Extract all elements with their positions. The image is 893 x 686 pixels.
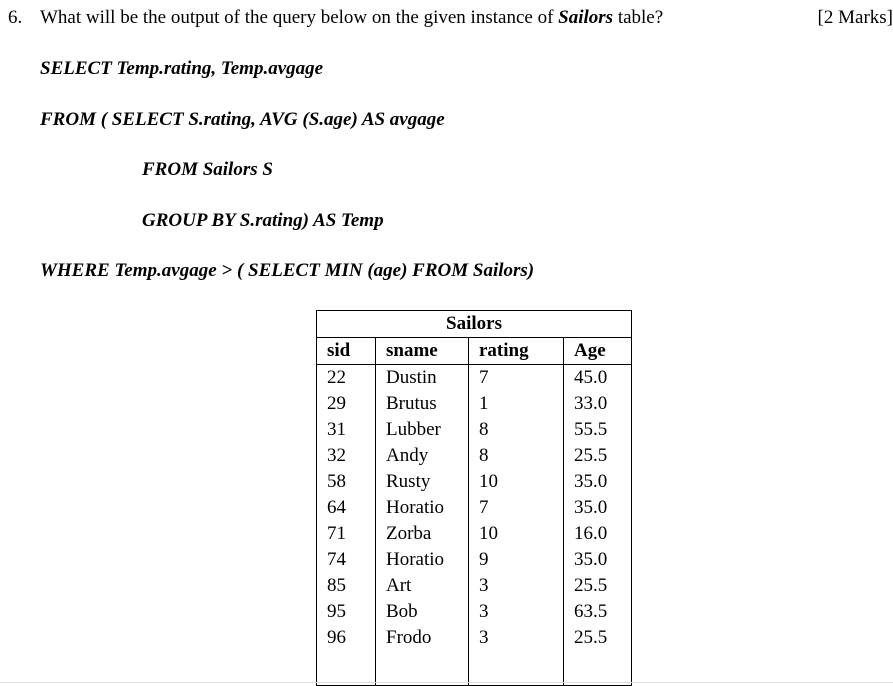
cell-rating: 10 (469, 469, 564, 495)
table-row (317, 443, 632, 469)
cell-sid: 22 (317, 365, 376, 392)
cell-sid: 71 (317, 521, 376, 547)
query-line-where: WHERE Temp.avgage > ( SELECT MIN (age) FROM Sailors) (40, 260, 535, 281)
header-sid: sid (317, 338, 376, 365)
query-line-inner-from: FROM Sailors S (142, 159, 273, 180)
cell-empty (469, 651, 564, 686)
cell-sname: Horatio (376, 495, 469, 521)
question-table-name: Sailors (558, 7, 614, 28)
cell-sid: 74 (317, 547, 376, 573)
page-divider (0, 682, 893, 683)
cell-sid: 29 (317, 391, 376, 417)
table-row (317, 599, 632, 625)
cell-rating: 7 (469, 495, 564, 521)
cell-sid: 32 (317, 443, 376, 469)
query-line-group-by: GROUP BY S.rating) AS Temp (142, 210, 384, 231)
table-body (317, 365, 632, 686)
cell-sname: Bob (376, 599, 469, 625)
cell-sname: Frodo (376, 625, 469, 651)
cell-age: 45.0 (564, 365, 632, 392)
cell-age: 35.0 (564, 495, 632, 521)
cell-sid: 96 (317, 625, 376, 651)
cell-age: 33.0 (564, 391, 632, 417)
header-sname: sname (376, 338, 469, 365)
cell-age: 25.5 (564, 573, 632, 599)
cell-sname: Rusty (376, 469, 469, 495)
cell-sid: 58 (317, 469, 376, 495)
cell-sname: Lubber (376, 417, 469, 443)
query-line-select: SELECT Temp.rating, Temp.avgage (40, 58, 324, 79)
table-row (317, 573, 632, 599)
cell-age: 35.0 (564, 469, 632, 495)
question-number: 6. (8, 7, 23, 28)
cell-rating: 1 (469, 391, 564, 417)
cell-rating: 3 (469, 599, 564, 625)
question-text (40, 6, 663, 30)
header-rating: rating (469, 338, 564, 365)
table-row (317, 469, 632, 495)
table-title: Sailors (317, 311, 632, 338)
table-row (317, 417, 632, 443)
cell-rating: 3 (469, 573, 564, 599)
cell-sname: Zorba (376, 521, 469, 547)
sailors-table (316, 310, 632, 686)
cell-sid: 31 (317, 417, 376, 443)
cell-empty (317, 651, 376, 686)
cell-age: 55.5 (564, 417, 632, 443)
table-row (317, 625, 632, 651)
table-row-empty (317, 651, 632, 686)
cell-sname: Brutus (376, 391, 469, 417)
table-row (317, 495, 632, 521)
cell-age: 25.5 (564, 625, 632, 651)
question-text-before: What will be the output of the query below on the given instance of (40, 7, 554, 28)
cell-rating: 7 (469, 365, 564, 392)
cell-age: 63.5 (564, 599, 632, 625)
question-text-after: table? (617, 7, 664, 28)
cell-age: 25.5 (564, 443, 632, 469)
cell-sname: Andy (376, 443, 469, 469)
cell-rating: 3 (469, 625, 564, 651)
cell-sname: Art (376, 573, 469, 599)
table-row (317, 547, 632, 573)
cell-age: 16.0 (564, 521, 632, 547)
table-row (317, 391, 632, 417)
table-row (317, 521, 632, 547)
cell-sid: 95 (317, 599, 376, 625)
cell-sid: 64 (317, 495, 376, 521)
cell-sid: 85 (317, 573, 376, 599)
cell-rating: 9 (469, 547, 564, 573)
question-marks: [2 Marks] (817, 7, 893, 28)
cell-rating: 8 (469, 443, 564, 469)
cell-sname: Horatio (376, 547, 469, 573)
cell-sname: Dustin (376, 365, 469, 392)
table-row (317, 365, 632, 392)
header-age: Age (564, 338, 632, 365)
cell-empty (564, 651, 632, 686)
table-title-row (317, 311, 632, 338)
table-header-row (317, 338, 632, 365)
query-line-from: FROM ( SELECT S.rating, AVG (S.age) AS avgage (40, 109, 445, 130)
cell-empty (376, 651, 469, 686)
cell-age: 35.0 (564, 547, 632, 573)
cell-rating: 8 (469, 417, 564, 443)
cell-rating: 10 (469, 521, 564, 547)
